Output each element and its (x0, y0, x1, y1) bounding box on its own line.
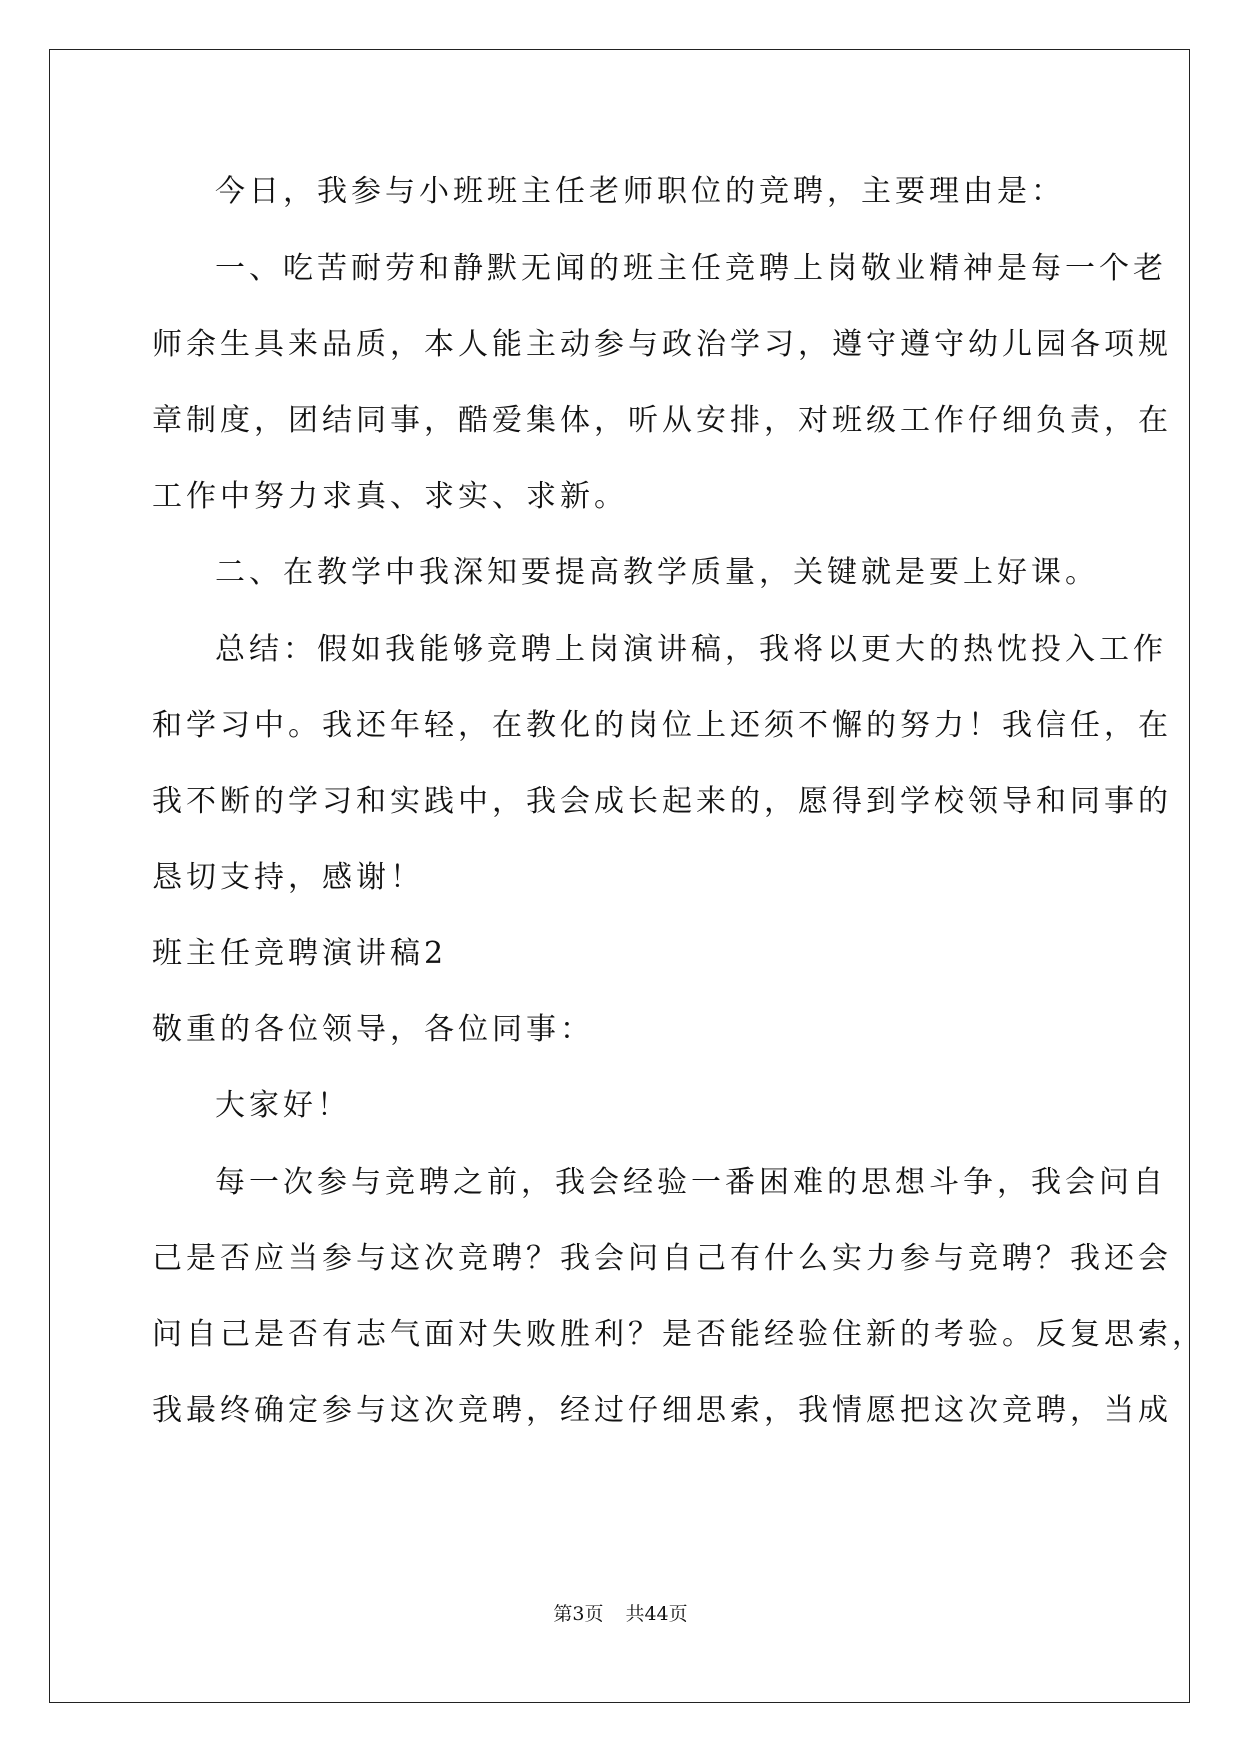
paragraph-line: 己是否应当参与这次竞聘？我会问自己有什么实力参与竞聘？我还会 (152, 1241, 1172, 1276)
section-heading: 班主任竞聘演讲稿2 (152, 936, 448, 971)
paragraph-line: 恳切支持，感谢！ (152, 860, 424, 895)
paragraph-line: 我最终确定参与这次竞聘，经过仔细思索，我情愿把这次竞聘，当成 (152, 1393, 1172, 1428)
page-footer (0, 1602, 1241, 1626)
paragraph-line: 每一次参与竞聘之前，我会经验一番困难的思想斗争，我会问自 (215, 1165, 1167, 1200)
paragraph-line: 我不断的学习和实践中，我会成长起来的，愿得到学校领导和同事的 (152, 784, 1172, 819)
paragraph-line: 一、吃苦耐劳和静默无闻的班主任竞聘上岗敬业精神是每一个老 (215, 251, 1167, 286)
page-total: 共44页 (625, 1603, 688, 1625)
paragraph-line: 今日，我参与小班班主任老师职位的竞聘，主要理由是： (215, 174, 1065, 209)
paragraph-line: 二、在教学中我深知要提高教学质量，关键就是要上好课。 (215, 555, 1099, 590)
paragraph-line: 师余生具来品质，本人能主动参与政治学习，遵守遵守幼儿园各项规 (152, 327, 1172, 362)
paragraph-line: 工作中努力求真、求实、求新。 (152, 479, 628, 514)
paragraph-line: 和学习中。我还年轻，在教化的岗位上还须不懈的努力！我信任，在 (152, 708, 1172, 743)
page-number: 第3页 (553, 1603, 604, 1625)
paragraph-line: 问自己是否有志气面对失败胜利？是否能经验住新的考验。反复思索， (152, 1317, 1206, 1352)
greeting: 大家好！ (215, 1088, 351, 1123)
salutation: 敬重的各位领导，各位同事： (152, 1012, 594, 1047)
paragraph-line: 总结：假如我能够竞聘上岗演讲稿，我将以更大的热忱投入工作 (215, 632, 1167, 667)
paragraph-line: 章制度，团结同事，酷爱集体，听从安排，对班级工作仔细负责，在 (152, 403, 1172, 438)
